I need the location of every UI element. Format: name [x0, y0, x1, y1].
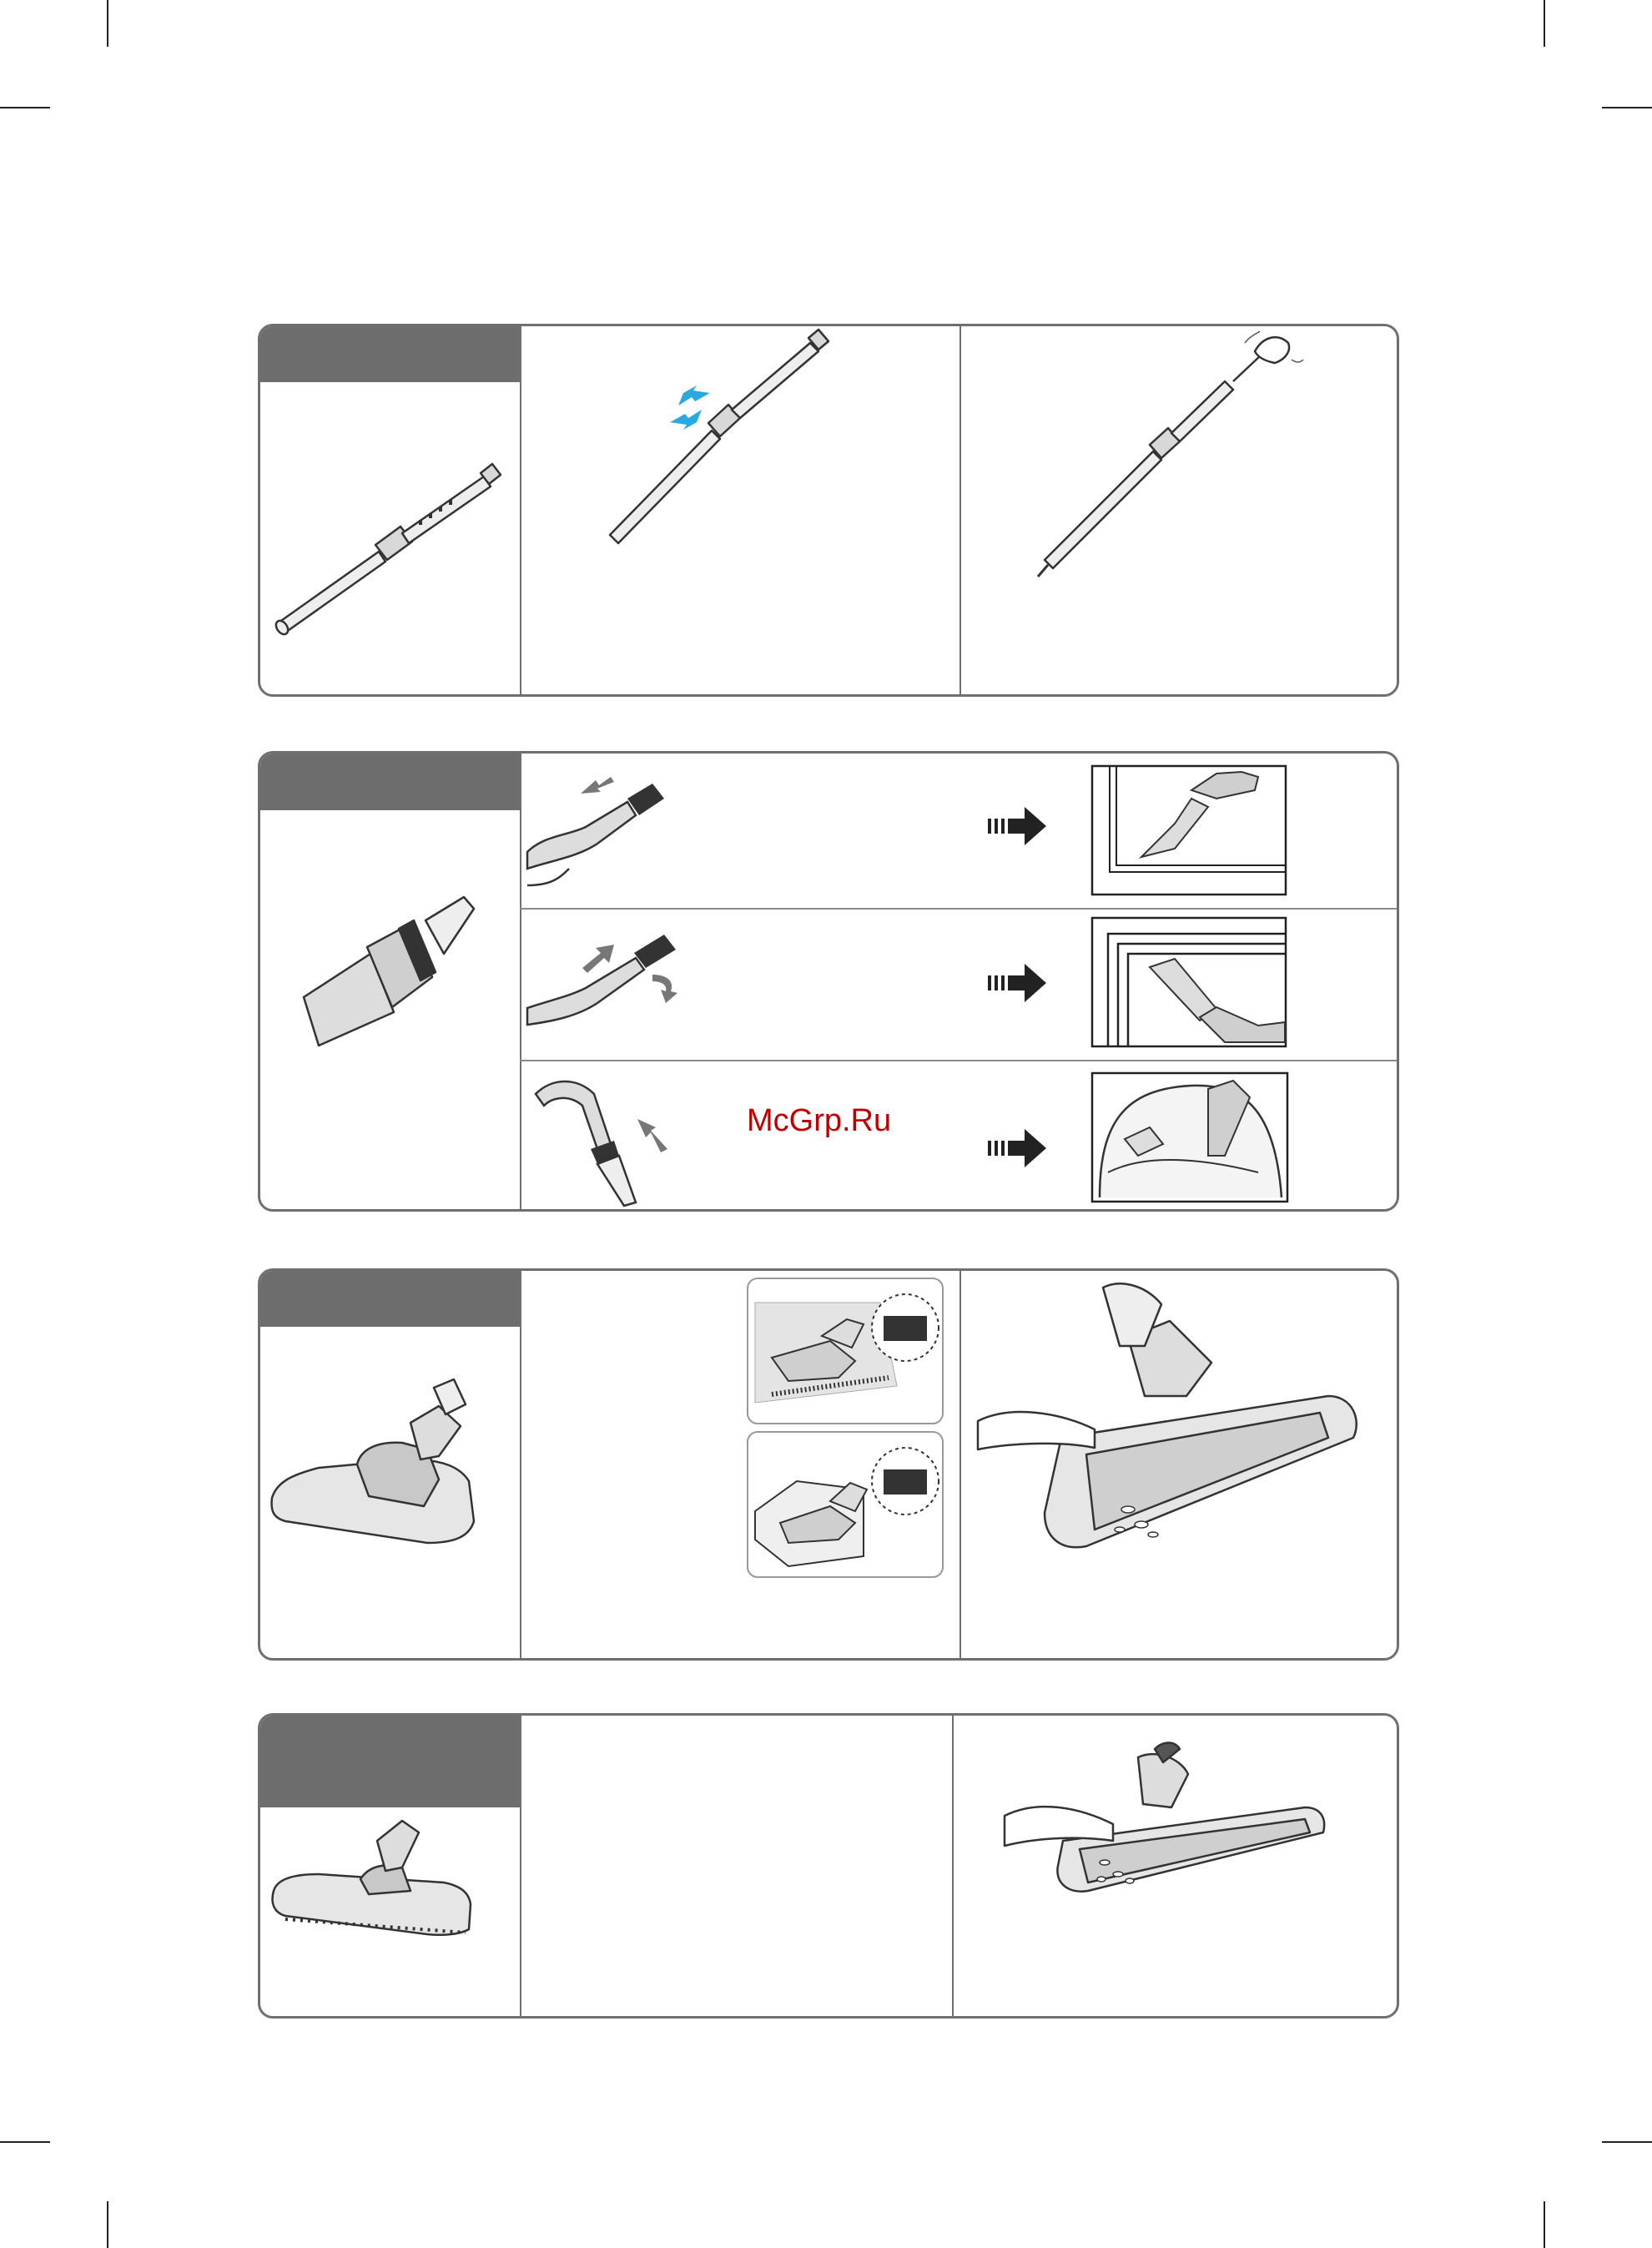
crop-mark [1602, 107, 1652, 108]
door-frame-icon [1091, 917, 1287, 1047]
carpet-mode-icon [747, 1278, 944, 1424]
section-label-column [260, 1271, 521, 1658]
floor-mode-icon [747, 1431, 944, 1578]
car-seat-icon [1091, 1072, 1288, 1202]
rotate-arrow-icon [527, 916, 694, 1054]
next-step-arrow-icon [988, 964, 1048, 1002]
section-crevice-tool [258, 751, 1399, 1212]
crop-mark [1544, 0, 1545, 47]
section-parquet-brush [258, 1713, 1399, 2019]
crevice-tool-icon [260, 754, 520, 1212]
crop-mark [0, 107, 50, 108]
telescopic-pipe-icon [260, 326, 520, 697]
nozzle-tilt-icon [527, 1069, 694, 1211]
crop-mark [107, 2201, 108, 2248]
attach-arrow-icon [527, 760, 694, 902]
pipe-adjust-arrows-icon [520, 326, 959, 697]
crop-mark [1544, 2201, 1545, 2248]
crop-mark [1602, 2141, 1652, 2143]
section-label-column [260, 326, 521, 694]
clean-brush-hand-icon [961, 1271, 1399, 1661]
section-carpet-floor-brush [258, 1268, 1399, 1661]
clean-brush-hand-icon [954, 1716, 1399, 2019]
pipe-unclog-stick-icon [961, 326, 1399, 697]
watermark: McGrp.Ru [747, 1103, 892, 1138]
parquet-brush-icon [260, 1716, 520, 2019]
section-telescopic-pipe [258, 324, 1399, 697]
section-label-column [260, 1716, 521, 2016]
section-label-column [260, 754, 521, 1209]
floor-brush-icon [260, 1271, 520, 1661]
window-corner-icon [1091, 765, 1287, 895]
next-step-arrow-icon [988, 1129, 1048, 1167]
crop-mark [107, 0, 108, 47]
crop-mark [0, 2141, 50, 2143]
next-step-arrow-icon [988, 807, 1048, 845]
